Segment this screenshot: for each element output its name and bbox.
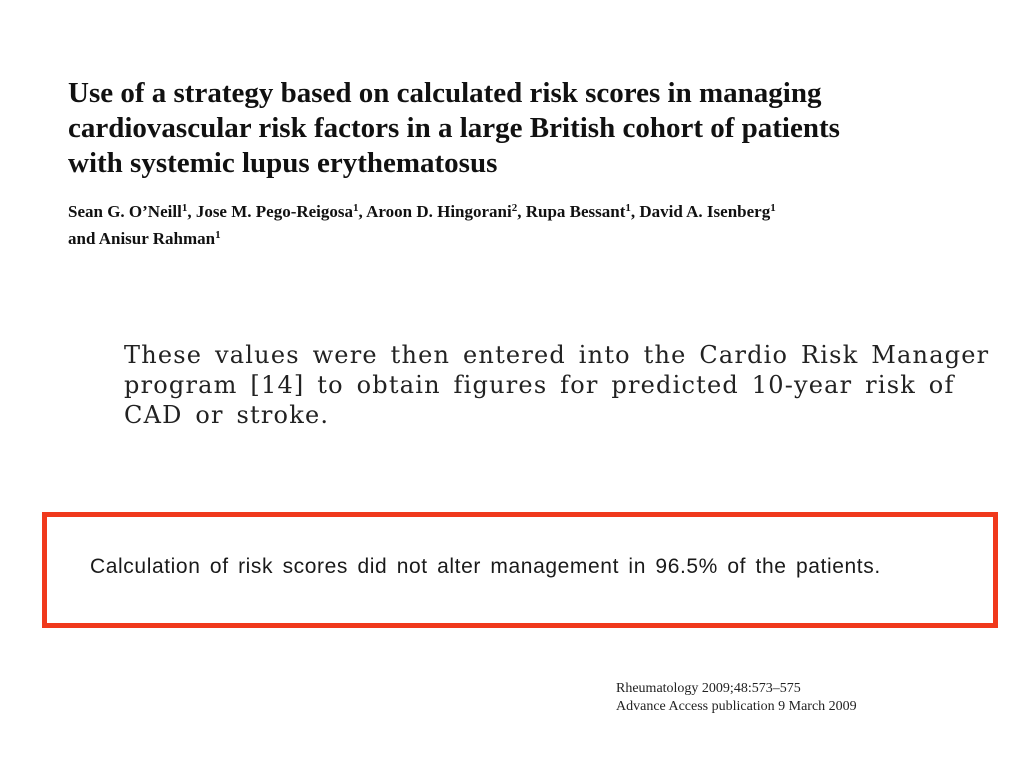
title-line-3: with systemic lupus erythematosus — [68, 147, 498, 179]
excerpt-line-3: CAD or stroke. — [124, 401, 330, 429]
title-line-1: Use of a strategy based on calculated risk scores in managing — [68, 77, 822, 109]
author-name: and Anisur Rahman — [68, 229, 216, 248]
citation-journal: Rheumatology 2009;48:573–575 — [616, 681, 801, 696]
citation — [616, 680, 857, 716]
excerpt-line-2: program [14] to obtain figures for predicted 10-year risk of — [124, 371, 955, 399]
author-affiliation: 1 — [181, 202, 188, 214]
citation-access: Advance Access publication 9 March 2009 — [616, 699, 857, 714]
author-line-2 — [68, 225, 998, 252]
author-affiliation: 1 — [353, 202, 359, 214]
author-name: Jose M. Pego-Reigosa — [195, 202, 354, 221]
author-affiliation: 1 — [770, 202, 776, 214]
author-affiliation: 2 — [511, 202, 518, 214]
key-finding-text: Calculation of risk scores did not alter management in 96.5% of the patients. — [90, 555, 881, 578]
author-affiliation: 1 — [625, 202, 631, 214]
title-line-2: cardiovascular risk factors in a large British cohort of patients — [68, 112, 840, 144]
author-name: Rupa Bessant — [525, 202, 626, 221]
author-separator: , — [630, 202, 640, 221]
author-list — [68, 198, 998, 252]
author-separator: , — [187, 202, 196, 221]
author-separator: , — [517, 202, 526, 221]
excerpt-line-1: These values were then entered into the Cardio Risk Manager — [124, 341, 990, 369]
highlight-box — [42, 512, 998, 628]
author-line-1 — [68, 198, 998, 225]
author-affiliation: 1 — [215, 229, 221, 241]
excerpt-quote — [124, 340, 990, 430]
author-name: David A. Isenberg — [639, 202, 771, 221]
author-separator: , — [358, 202, 367, 221]
author-name: Aroon D. Hingorani — [366, 202, 512, 221]
paper-title — [68, 76, 968, 181]
author-name: Sean G. O’Neill — [68, 202, 182, 221]
